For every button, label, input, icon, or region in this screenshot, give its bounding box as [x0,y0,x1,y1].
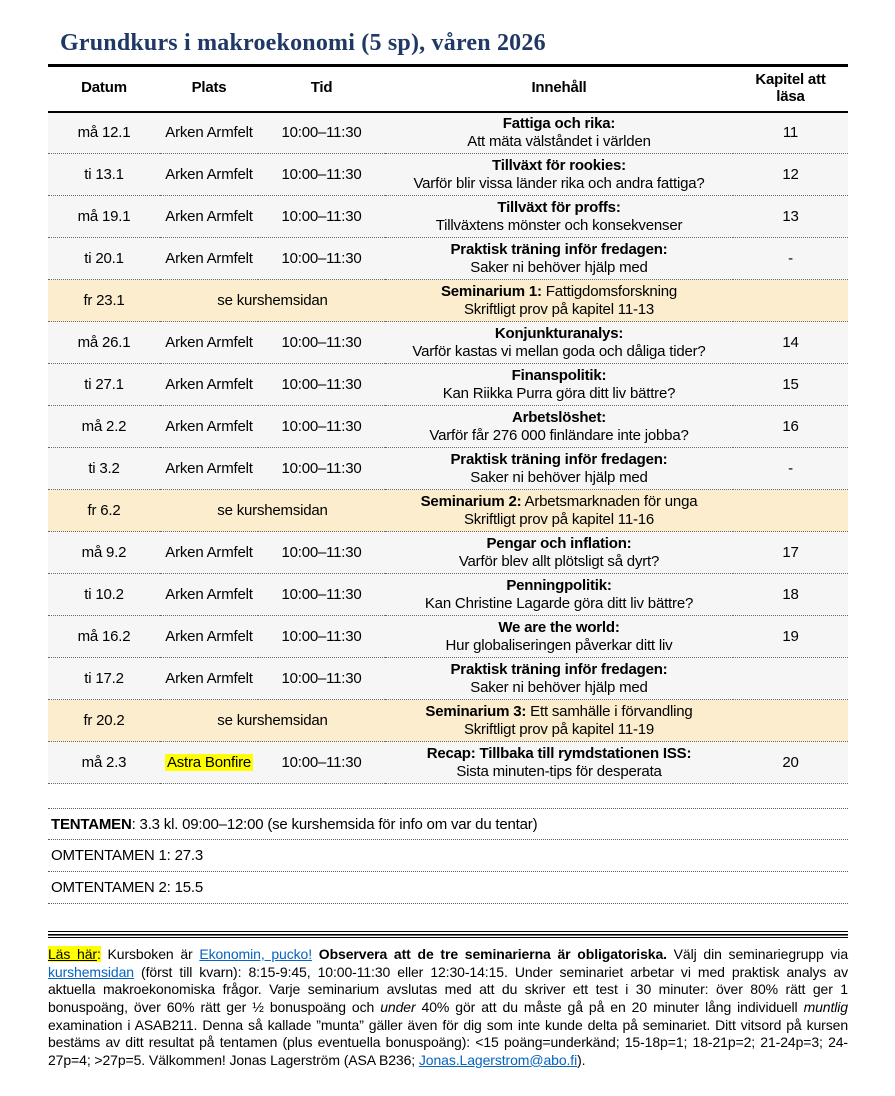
row-chapter: 17 [733,532,848,574]
content-title: Penningpolitik: [506,576,612,594]
lecture-row [48,448,848,490]
row-content [385,616,733,658]
row-place [160,742,258,784]
row-chapter: 19 [733,616,848,658]
row-chapter: 20 [733,742,848,784]
row-time: 10:00–11:30 [258,154,385,196]
exam-row [48,840,848,872]
row-chapter: 16 [733,406,848,448]
footer-text: Läs här [48,946,97,963]
footer-text: (först till kvarn): 8:15-9:45, 10:00-11:30 eller 12:30-14:15. Under seminariet arbetar vi med praktisk analys av aktuella makroekonomiska frågor. Varje seminarium avslutas med att du skriver ett test i 30 minuter: över 80% rätt ger 1 bonuspoäng, över 60% rätt ger ½ bonuspoäng och [48,963,848,1015]
footer-text: ). [577,1051,586,1068]
page-title: Grundkurs i makroekonomi (5 sp), våren 2026 [60,30,546,56]
row-content [385,658,733,700]
content-subtitle: Varför blir vissa länder rika och andra fattiga? [413,174,705,192]
exam-row [48,872,848,904]
exam-row [48,808,848,840]
row-time: 10:00–11:30 [258,322,385,364]
content-subtitle: Varför får 276 000 finländare inte jobba? [429,426,689,444]
row-place: Arken Armfelt [160,154,258,196]
content-subtitle: Varför kastas vi mellan goda och dåliga tider? [412,342,706,360]
content-title: Seminarium 1: Fattigdomsforskning [440,282,677,300]
row-place: Arken Armfelt [160,322,258,364]
content-title: Praktisk träning inför fredagen: [450,450,668,468]
highlighted-place: Astra Bonfire [166,753,252,771]
row-date: må 26.1 [48,322,160,364]
hyperlink[interactable]: kurshemsidan [48,963,134,980]
content-title: Praktisk träning inför fredagen: [450,660,668,678]
row-content [385,742,733,784]
row-chapter: 11 [733,112,848,154]
seminar-row [48,280,848,322]
lecture-row [48,154,848,196]
content-subtitle: Sista minuten-tips för desperata [456,762,662,780]
row-time: 10:00–11:30 [258,658,385,700]
row-chapter: 12 [733,154,848,196]
header-datum: Datum [48,66,160,112]
row-place: Arken Armfelt [160,532,258,574]
lecture-row [48,574,848,616]
row-date: må 12.1 [48,112,160,154]
row-date: fr 20.2 [48,700,160,742]
row-content [385,238,733,280]
row-time: 10:00–11:30 [258,406,385,448]
lecture-row [48,322,848,364]
hyperlink[interactable]: Jonas.Lagerstrom@abo.fi [418,1051,578,1068]
table-header [48,66,848,112]
row-chapter [733,658,848,700]
lecture-row [48,364,848,406]
header-tid: Tid [258,66,385,112]
row-date: ti 17.2 [48,658,160,700]
row-content [385,112,733,154]
row-time: 10:00–11:30 [258,448,385,490]
exam-text: OMTENTAMEN 1: 27.3 [51,847,203,865]
row-date: ti 13.1 [48,154,160,196]
lecture-row [48,238,848,280]
content-subtitle: Varför blev allt plötsligt så dyrt? [458,552,660,570]
exam-section [48,808,848,904]
row-date: fr 23.1 [48,280,160,322]
row-content [385,322,733,364]
row-content [385,700,733,742]
content-subtitle: Skriftligt prov på kapitel 11-13 [463,300,655,318]
row-place: Arken Armfelt [160,574,258,616]
row-place: Arken Armfelt [160,406,258,448]
row-content [385,406,733,448]
row-place: Arken Armfelt [160,112,258,154]
row-content [385,448,733,490]
content-subtitle: Kan Christine Lagarde göra ditt liv bättre? [424,594,694,612]
hyperlink[interactable]: Ekonomin, pucko! [199,946,313,963]
footer-text: examination i ASAB211. Denna så kallade ”munta” gäller även för dig som inte kunde delta på seminariet. Ditt vitsord på kursen bestäms av ditt resultat på tentamen (plus eventuella bonuspoäng): <15 poäng=underkänd; 15-18p=1; 18-21p=2; 21-24p=3; 24-27p=4; >27p=5. Välkommen! Jonas Lagerström (ASA B236; [48,1016,848,1068]
row-chapter: 14 [733,322,848,364]
row-content [385,280,733,322]
row-time: 10:00–11:30 [258,112,385,154]
row-date: må 16.2 [48,616,160,658]
header-kapitel: Kapitel att läsa [733,66,848,112]
content-title: Seminarium 3: Ett samhälle i förvandling [425,702,693,720]
row-chapter: 18 [733,574,848,616]
row-chapter: - [733,448,848,490]
content-subtitle: Skriftligt prov på kapitel 11-19 [463,720,655,738]
content-subtitle: Saker ni behöver hjälp med [470,258,648,276]
lecture-row [48,196,848,238]
row-place: Arken Armfelt [160,364,258,406]
content-subtitle: Saker ni behöver hjälp med [470,468,648,486]
row-place: Arken Armfelt [160,448,258,490]
row-chapter: - [733,238,848,280]
exam-text: OMTENTAMEN 2: 15.5 [51,879,203,897]
row-content [385,574,733,616]
row-chapter [733,280,848,322]
seminar-row [48,700,848,742]
row-content [385,196,733,238]
content-subtitle: Att mäta välståndet i världen [467,132,651,150]
row-date: ti 3.2 [48,448,160,490]
schedule-body [48,112,848,784]
content-subtitle: Skriftligt prov på kapitel 11-16 [463,510,655,528]
row-time: 10:00–11:30 [258,742,385,784]
course-schedule-table [48,64,848,784]
content-title: We are the world: [498,618,620,636]
row-chapter [733,700,848,742]
footer-text: muntlig [803,998,848,1015]
row-date: må 2.3 [48,742,160,784]
footer-text: Observera att de tre seminarierna är obligatoriska. [318,946,667,963]
row-chapter: 13 [733,196,848,238]
footer-text: : [96,946,101,963]
row-time: 10:00–11:30 [258,574,385,616]
lecture-row [48,742,848,784]
content-title: Seminarium 2: Arbetsmarknaden för unga [420,492,698,510]
row-place: Arken Armfelt [160,658,258,700]
row-time: 10:00–11:30 [258,238,385,280]
row-time: 10:00–11:30 [258,196,385,238]
row-time: 10:00–11:30 [258,532,385,574]
content-title: Tillväxt för rookies: [492,156,626,174]
footer-text: under [380,998,416,1015]
content-title: Praktisk träning inför fredagen: [450,240,668,258]
row-place: Arken Armfelt [160,238,258,280]
content-title: Recap: Tillbaka till rymdstationen ISS: [426,744,692,762]
row-place: Arken Armfelt [160,616,258,658]
content-title: Arbetslöshet: [511,408,607,426]
footer-paragraph [48,946,848,1069]
exam-text: : 3.3 kl. 09:00–12:00 (se kurshemsida för info om var du tentar) [131,815,538,833]
row-place-span: se kurshemsidan [160,280,385,322]
content-title: Pengar och inflation: [486,534,632,552]
footer-text: Välj din seminariegrupp via [666,946,849,963]
row-date: må 2.2 [48,406,160,448]
footer-text: Kursboken är [100,946,200,963]
lecture-row [48,406,848,448]
row-date: ti 27.1 [48,364,160,406]
row-date: fr 6.2 [48,490,160,532]
row-place-span: se kurshemsidan [160,490,385,532]
row-time: 10:00–11:30 [258,616,385,658]
row-place: Arken Armfelt [160,196,258,238]
footer-text: 40% gör att du måste gå på en 20 minuter lång individuell [415,998,804,1015]
row-content [385,364,733,406]
exam-label: TENTAMEN [51,815,132,833]
content-title: Konjunkturanalys: [494,324,624,342]
footer-text [312,946,319,962]
header-plats: Plats [160,66,258,112]
content-title: Fattiga och rika: [502,114,616,132]
content-subtitle: Tillväxtens mönster och konsekvenser [435,216,683,234]
content-title: Tillväxt för proffs: [497,198,621,216]
seminar-row [48,490,848,532]
header-innehall: Innehåll [385,66,733,112]
lecture-row [48,616,848,658]
row-time: 10:00–11:30 [258,364,385,406]
section-divider [48,931,848,938]
lecture-row [48,112,848,154]
row-content [385,532,733,574]
row-chapter: 15 [733,364,848,406]
lecture-row [48,658,848,700]
row-date: må 19.1 [48,196,160,238]
row-date: ti 10.2 [48,574,160,616]
row-date: må 9.2 [48,532,160,574]
content-title: Finanspolitik: [511,366,607,384]
lecture-row [48,532,848,574]
content-subtitle: Saker ni behöver hjälp med [470,678,648,696]
row-date: ti 20.1 [48,238,160,280]
row-chapter [733,490,848,532]
row-content [385,154,733,196]
content-subtitle: Hur globaliseringen påverkar ditt liv [445,636,673,654]
row-place-span: se kurshemsidan [160,700,385,742]
content-subtitle: Kan Riikka Purra göra ditt liv bättre? [442,384,676,402]
row-content [385,490,733,532]
